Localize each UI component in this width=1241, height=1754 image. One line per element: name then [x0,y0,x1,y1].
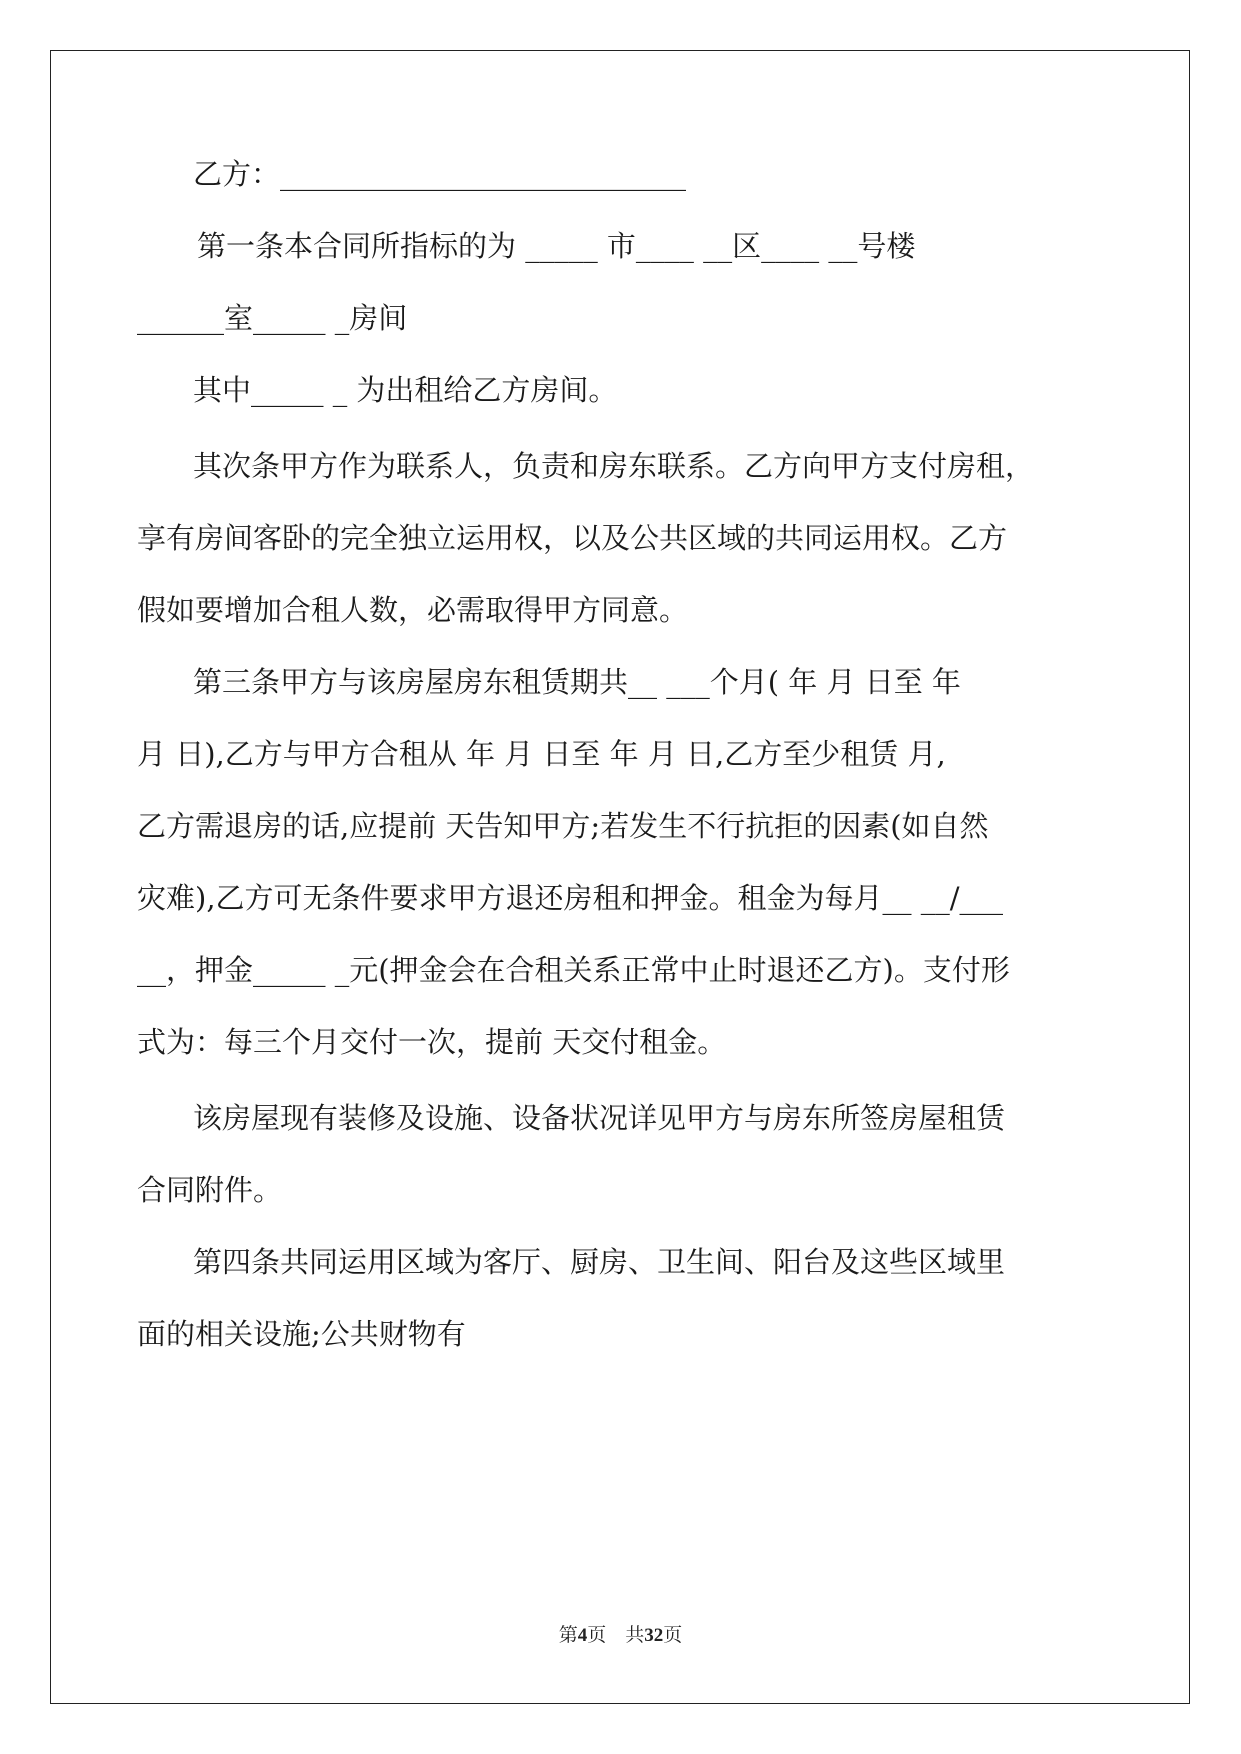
article-1-line-2: ______室_____ _房间 [137,301,408,335]
facilities-line-2: 合同附件。 [137,1173,283,1207]
article-4-line-2: 面的相关设施;公共财物有 [137,1317,466,1351]
article-4-line-1: 第四条共同运用区域为客厅、厨房、卫生间、阳台及这些区域里 [193,1245,1006,1279]
footer-middle: 页 共 [587,1625,645,1646]
facilities-line-1: 该房屋现有装修及设施、设备状况详见甲方与房东所签房屋租赁 [193,1101,1006,1135]
article-2-line-1: 其次条甲方作为联系人，负责和房东联系。乙方向甲方支付房租， [193,449,1035,483]
article-3-line-1: 第三条甲方与该房屋房东租赁期共__ ___个月( 年 月 日至 年 [193,665,961,699]
article-3-line-6: 式为：每三个月交付一次，提前 天交付租金。 [137,1025,727,1059]
footer-total-pages: 32 [644,1625,664,1646]
article-2-line-3: 假如要增加合租人数，必需取得甲方同意。 [137,593,689,627]
footer-page-number: 4 [577,1625,588,1646]
page-frame [50,50,1190,1704]
article-1-line-1: 第一条本合同所指标的为 _____ 市____ __区____ __号楼 [197,229,916,263]
party-b-line: 乙方：____________________________ [193,157,687,191]
article-3-line-3: 乙方需退房的话,应提前 天告知甲方;若发生不行抗拒的因素(如自然 [137,809,989,843]
page-footer [0,1620,1241,1647]
article-1-line-3: 其中_____ _ 为出租给乙方房间。 [193,373,618,407]
footer-prefix: 第 [558,1625,578,1646]
article-3-line-5: __，押金_____ _元(押金会在合租关系正常中止时退还乙方)。支付形 [137,953,1010,987]
footer-suffix: 页 [663,1625,683,1646]
article-2-line-2: 享有房间客卧的完全独立运用权，以及公共区域的共同运用权。乙方 [137,521,1008,555]
article-3-line-4: 灾难),乙方可无条件要求甲方退还房租和押金。租金为每月__ __/___ [137,881,1004,915]
article-3-line-2: 月 日),乙方与甲方合租从 年 月 日至 年 月 日,乙方至少租赁 月, [137,737,946,771]
